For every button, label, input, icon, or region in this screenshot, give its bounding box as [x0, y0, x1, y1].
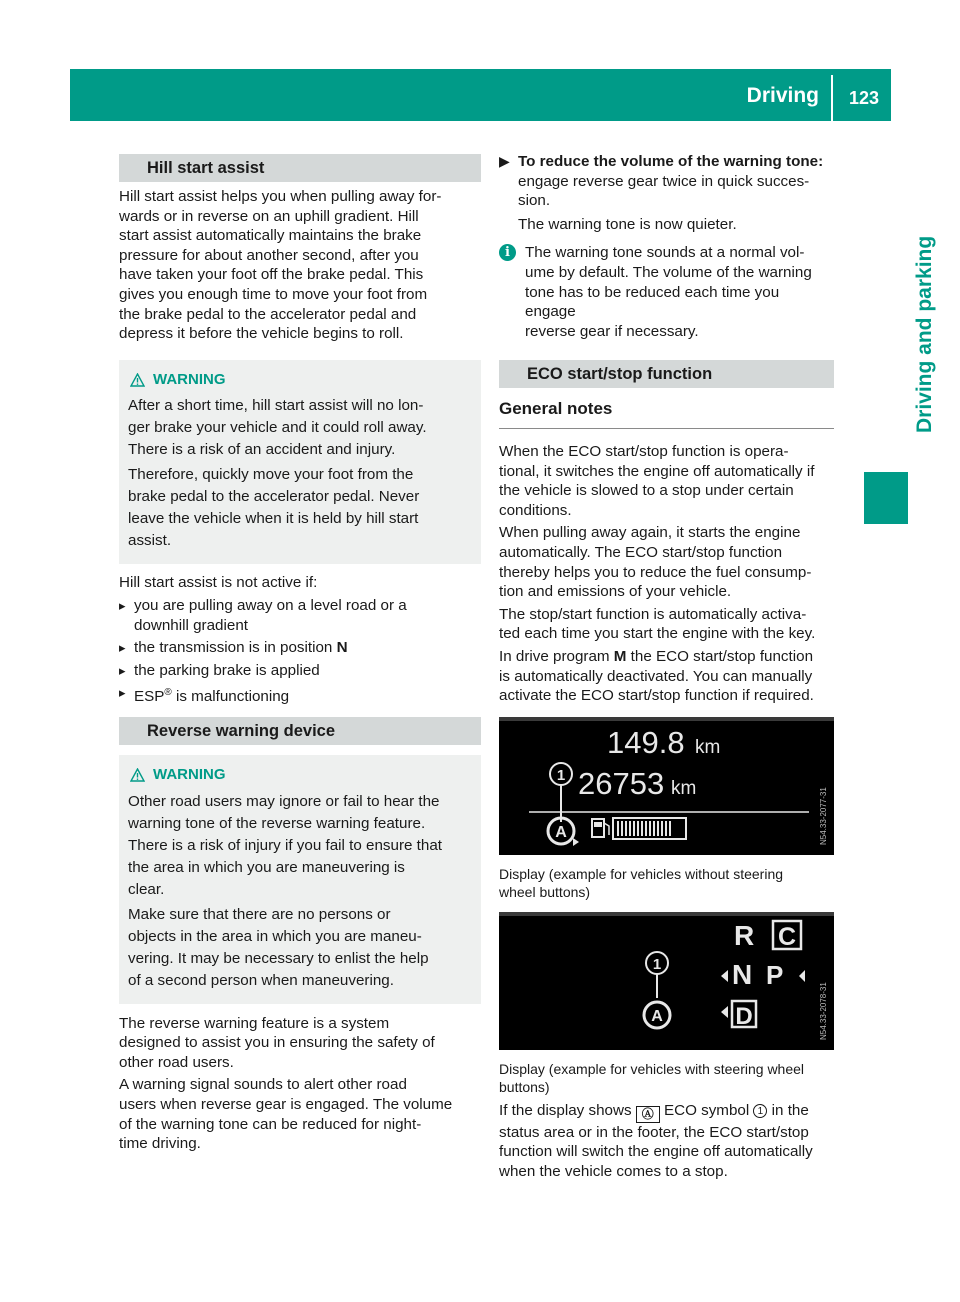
text-line: Display (example for vehicles without steering — [499, 865, 784, 882]
info-note — [499, 243, 834, 341]
warning-box-reverse — [119, 755, 481, 1004]
side-tab-marker — [864, 472, 908, 524]
right-column — [499, 152, 834, 341]
text-line: downhill gradient — [134, 616, 248, 634]
text-line: objects in the area in which you are maneu- — [128, 927, 422, 945]
action-result: The warning tone is now quieter. — [518, 215, 737, 233]
image-code: N54.33-2077-31 — [819, 786, 828, 845]
page-header — [70, 69, 891, 121]
text-line: Make sure that there are no persons or — [128, 905, 391, 923]
header-divider — [831, 75, 833, 121]
text-line: time driving. — [119, 1135, 201, 1153]
text-line: thereby helps you to reduce the fuel consump- — [499, 563, 812, 581]
text-line: brake pedal to the accelerator pedal. Never — [128, 488, 420, 506]
eco-symbol-icon: Ⓐ — [636, 1106, 660, 1123]
text-line: conditions. — [499, 501, 572, 519]
registered-mark: ® — [164, 687, 172, 699]
gear-c: C — [777, 922, 797, 951]
text-line: Therefore, quickly move your foot from the — [128, 466, 414, 484]
text-line: The reverse warning feature is a system — [119, 1014, 390, 1032]
text-span: the transmission is in position — [134, 639, 337, 657]
gear-d: D — [735, 1002, 753, 1030]
warning-triangle-icon — [130, 768, 145, 782]
text-line: automatically. The ECO start/stop function — [499, 543, 783, 561]
display-image-no-steering-buttons — [499, 717, 834, 855]
text-line — [499, 647, 834, 667]
text-line: designed to assist you in ensuring the safety of — [119, 1034, 435, 1052]
page-number: 123 — [848, 88, 880, 108]
odometer-value: 26753 — [578, 765, 665, 801]
instrument-display-2 — [499, 912, 834, 1050]
text-line: wards or in reverse on an uphill gradient. Hill — [119, 207, 419, 225]
trip-distance: 149.8 — [607, 724, 685, 760]
eco-paragraph-4 — [499, 647, 834, 706]
text-line: ted each time you start the engine with the key. — [499, 625, 816, 643]
text-span: In drive program — [499, 647, 614, 665]
text-line: ger brake your vehicle and it could roll away. — [128, 419, 427, 437]
svg-text:A: A — [555, 823, 567, 841]
list-item — [119, 683, 481, 707]
text-line: other road users. — [119, 1053, 234, 1071]
svg-text:A: A — [651, 1007, 663, 1025]
text-span: If the display shows — [499, 1101, 636, 1119]
text-line: wheel buttons) — [499, 883, 591, 900]
text-line: have taken your foot off the brake pedal. This — [119, 266, 424, 284]
trip-unit: km — [695, 736, 721, 758]
text-line: users when reverse gear is engaged. The volume — [119, 1095, 453, 1113]
warning-label: WARNING — [153, 370, 226, 388]
text-span: in the — [767, 1101, 809, 1119]
section-heading-hill-start: Hill start assist — [119, 154, 481, 182]
bullet-list — [119, 596, 481, 707]
text-line: of a second person when maneuvering. — [128, 971, 394, 989]
text-line: when the vehicle comes to a stop. — [499, 1162, 728, 1180]
text-span: is malfunctioning — [171, 688, 290, 706]
side-tab-label: Driving and parking — [913, 235, 936, 433]
text-line: buttons) — [499, 1078, 550, 1095]
action-heading: To reduce the volume of the warning tone: — [518, 153, 824, 170]
text-line: ▸ you are pulling away on a level road or a — [134, 596, 407, 614]
text-line: gives you enough time to move your foot from — [119, 285, 428, 303]
callout-marker: 1 — [556, 766, 566, 784]
info-icon: i — [499, 244, 516, 261]
text-line: engage reverse gear twice in quick succes- — [518, 172, 810, 190]
text-span: the ECO start/stop function — [626, 647, 814, 665]
text-line: tional, it switches the engine off automatically if — [499, 462, 815, 480]
right-column-eco — [499, 360, 834, 1182]
text-line: warning tone of the reverse warning feature. — [128, 814, 426, 832]
text-line: pressure for about another second, after you — [119, 246, 419, 264]
text-line: vering. It may be necessary to enlist the help — [128, 949, 429, 967]
gear-p: P — [766, 959, 784, 990]
drive-program-m: M — [613, 647, 627, 665]
eco-paragraph-1 — [499, 442, 834, 520]
warning-triangle-icon — [130, 373, 145, 387]
text-line: start assist automatically maintains the brake — [119, 227, 422, 245]
text-line: A warning signal sounds to alert other road — [119, 1076, 407, 1094]
warning-heading — [128, 370, 481, 390]
gear-position: N — [336, 639, 348, 657]
text-line: tone has to be reduced each time you engage — [525, 283, 780, 321]
reverse-paragraph-1 — [119, 1014, 481, 1073]
gear-n: N — [732, 958, 753, 990]
odometer-unit: km — [671, 777, 697, 799]
warning-label: WARNING — [153, 766, 226, 783]
caption-display-2 — [499, 1060, 834, 1096]
text-line: Hill start assist helps you when pulling away for- — [119, 188, 442, 205]
action-arrow-icon: ▶ — [499, 153, 510, 169]
text-line: the area in which you are maneuvering is — [128, 858, 405, 876]
eco-paragraph-3 — [499, 605, 834, 644]
list-item — [119, 661, 481, 681]
callout-marker: 1 — [652, 955, 662, 973]
text-line: There is a risk of injury if you fail to ensure that — [128, 836, 443, 854]
text-line: assist. — [128, 532, 172, 550]
text-line: the brake pedal to the accelerator pedal and — [119, 305, 417, 323]
section-heading-eco: ECO start/stop function — [499, 360, 834, 388]
warning-box-hill-start — [119, 360, 481, 565]
text-line: reverse gear if necessary. — [525, 322, 699, 340]
text-span: the parking brake is applied — [134, 661, 320, 679]
section-heading-reverse: Reverse warning device — [119, 717, 481, 745]
left-column-reverse — [119, 717, 481, 1154]
action-step — [499, 152, 834, 234]
text-line: activate the ECO start/stop function if required. — [499, 687, 814, 705]
display-image-with-steering-buttons — [499, 912, 834, 1050]
callout-marker-inline: 1 — [753, 1104, 767, 1118]
not-active-intro: Hill start assist is not active if: — [119, 574, 318, 592]
list-item — [119, 638, 481, 658]
left-column — [119, 154, 481, 707]
text-line: tion and emissions of your vehicle. — [499, 583, 732, 601]
text-line: The warning tone sounds at a normal vol- — [525, 244, 805, 262]
text-line: When the ECO start/stop function is opera- — [499, 443, 789, 460]
text-line: The stop/start function is automatically activa- — [499, 605, 807, 623]
text-line: Display (example for vehicles with steering wheel — [499, 1060, 805, 1077]
text-line: is automatically deactivated. You can manually — [499, 667, 813, 685]
instrument-display-1 — [499, 717, 834, 855]
warning-heading — [128, 765, 481, 785]
list-item — [119, 596, 481, 635]
text-line: the vehicle is slowed to a stop under certain — [499, 482, 794, 500]
text-line: ume by default. The volume of the warning — [525, 263, 812, 281]
text-line: Other road users may ignore or fail to hear the — [128, 792, 440, 810]
text-line — [499, 1101, 834, 1123]
sub-heading-general-notes: General notes — [499, 398, 834, 429]
hill-start-intro — [119, 187, 481, 344]
text-line: depress it before the vehicle begins to roll. — [119, 325, 404, 343]
text-line: function will switch the engine off automatically — [499, 1143, 813, 1161]
text-line: When pulling away again, it starts the engine — [499, 524, 801, 542]
text-line: leave the vehicle when it is held by hill start — [128, 510, 419, 528]
image-code: N54.33-2078-31 — [819, 981, 828, 1040]
text-span: ESP — [134, 688, 165, 706]
chapter-title: Driving — [746, 84, 819, 107]
eco-paragraph-2 — [499, 523, 834, 601]
text-line: of the warning tone can be reduced for night- — [119, 1115, 422, 1133]
caption-display-1 — [499, 865, 834, 901]
gear-r: R — [734, 919, 755, 951]
text-line: After a short time, hill start assist will no lon- — [128, 397, 424, 415]
text-span: ECO symbol — [659, 1101, 754, 1119]
text-line: There is a risk of an accident and injury. — [128, 441, 396, 459]
eco-paragraph-5 — [499, 1101, 834, 1182]
text-line: clear. — [128, 880, 165, 898]
reverse-paragraph-2 — [119, 1075, 481, 1153]
text-line: sion. — [518, 192, 551, 210]
text-line: status area or in the footer, the ECO start/stop — [499, 1123, 809, 1141]
